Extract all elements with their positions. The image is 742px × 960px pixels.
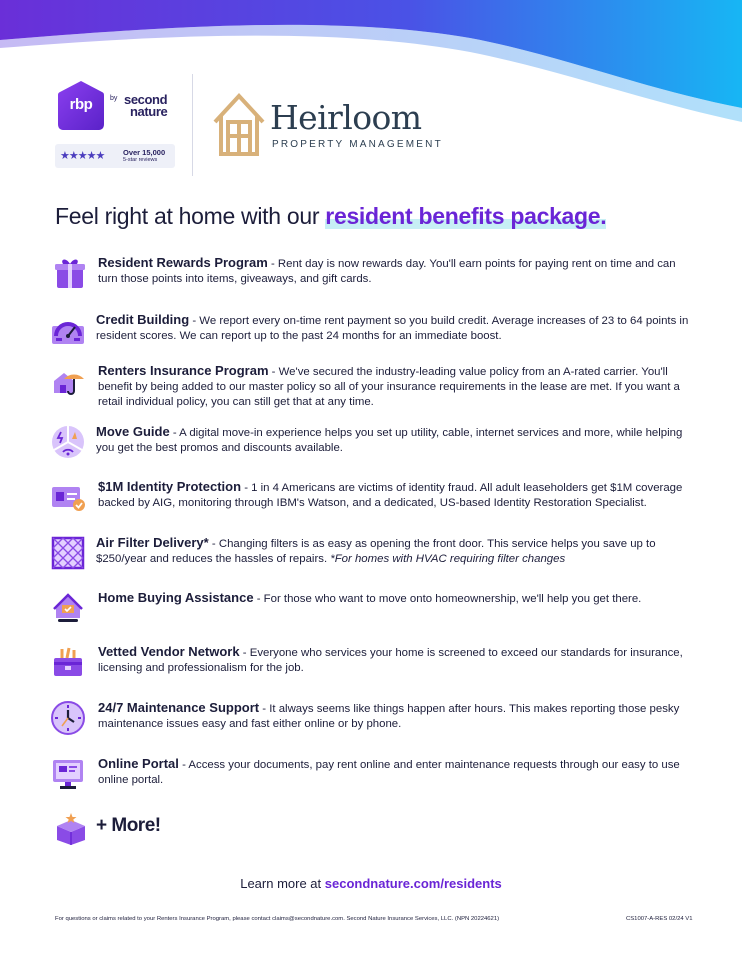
rbp-badge-label: rbp [69,96,93,113]
credit-gauge-icon [50,312,86,348]
heirloom-house-icon [212,92,266,156]
legal-footnote: For questions or claims related to your Renters Insurance Program, please contact claims@secondnature.com. Second Nature Insurance Services, LLC. (NPN 20224621) [55,916,500,922]
review-count: Over 15,000 [123,148,166,157]
benefit-text: Online Portal - Access your documents, pay rent online and enter maintenance requests through our easy to use online portal. [98,756,680,786]
brand-by: by [110,95,118,102]
star-rating-icon: ★★★★★ [60,150,105,162]
open-box-icon [53,810,89,846]
gift-icon [52,255,88,291]
monitor-icon [50,756,86,792]
logo-divider [192,74,193,176]
clock-icon [50,700,86,736]
benefit-text: Home Buying Assistance - For those who want to move onto homeownership, we'll help you get there. [98,590,642,605]
benefit-text: Resident Rewards Program - Rent day is now rewards day. You'll earn points for paying rent on time and can turn those points into items, giveaways, and gift cards. [98,255,676,285]
air-filter-icon [50,535,86,571]
review-badge [55,144,175,168]
document-code: CS1007-A-RES 02/24 V1 [626,916,693,922]
umbrella-house-icon [50,363,86,399]
benefit-text: $1M Identity Protection - 1 in 4 Americans are victims of identity fraud. All adult leaseholders get $1M coverage backed by AIG, monitoring through IBM's Watson, and a dedicated, US-based Identity Restoration Specialist. [98,479,683,509]
page-title: Feel right at home with our resident benefits package. [55,203,607,229]
brand-name: second nature [124,92,168,119]
id-card-icon [50,479,86,515]
title-highlight: resident benefits package. [325,203,607,229]
benefit-text: 24/7 Maintenance Support - It always seems like things happen after hours. This makes reporting those pesky maintenance issues easy and fast either online or by phone. [98,700,680,730]
learn-more: Learn more at secondnature.com/residents [240,876,502,891]
learn-more-link[interactable]: secondnature.com/residents [324,876,502,891]
benefit-footnote: *For homes with HVAC requiring filter changes [330,553,566,565]
benefit-text: Vetted Vendor Network - Everyone who services your home is screened to exceed our standards for insurance, licensing and professionalism for the job. [98,644,683,674]
toolbox-icon [50,644,86,680]
benefit-text: Move Guide - A digital move-in experience helps you set up utility, cable, internet services and more, while helping you get the best promos and discounts available. [96,424,683,454]
company-name: Heirloom [270,98,422,137]
benefit-text: Renters Insurance Program - We've secured the industry-leading value policy from an A-rated carrier. You'll benefit by being added to our master policy so all of your insurance requirements in the lease are met. If you want a retail individual policy, you can still get that at any time. [98,363,680,408]
review-subtext: 5-star reviews [123,157,158,163]
home-buying-icon [50,590,86,626]
company-subtitle: PROPERTY MANAGEMENT [272,139,443,150]
benefit-text: Air Filter Delivery* - Changing filters is as easy as opening the front door. This service helps you save up to $250/year and reduces the hassles of repairs. *For homes with HVAC requiring filter changes [96,535,656,565]
more-label: + More! [96,815,161,836]
utilities-icon [50,424,86,460]
benefit-text: Credit Building - We report every on-time rent payment so you build credit. Average increases of 23 to 64 points in resident scores. We can report up to the past 24 months for an immediate boost. [96,312,689,342]
